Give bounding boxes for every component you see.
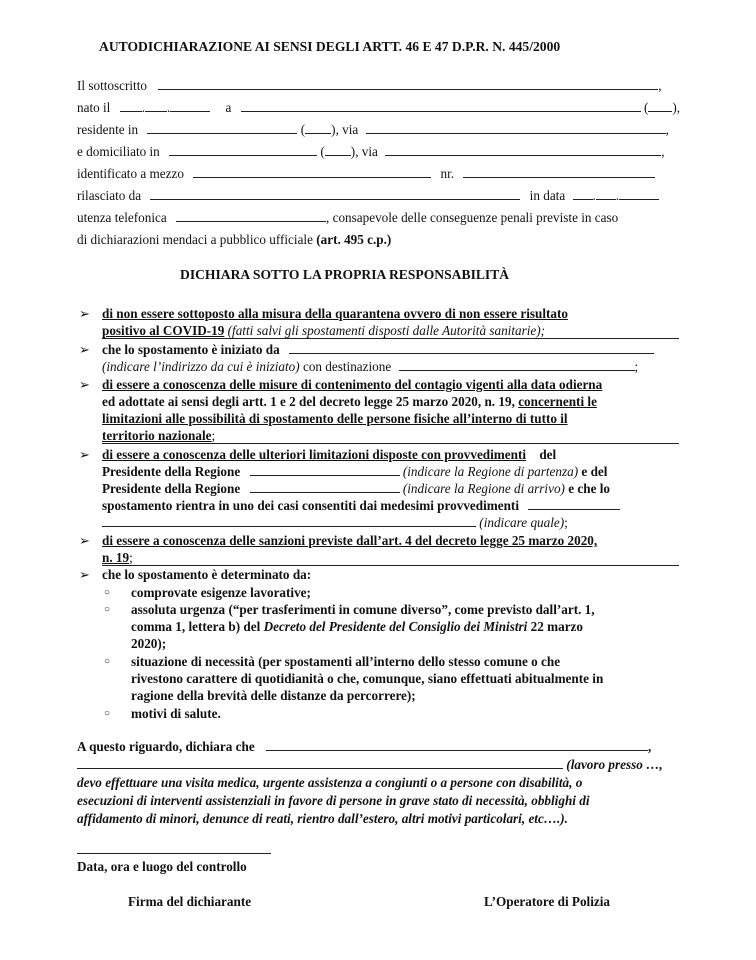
lavoro-row bbox=[77, 756, 663, 773]
rilasciato-row: rilasciato da in data . . bbox=[77, 187, 659, 204]
item5-line2: n. 19; bbox=[102, 550, 133, 565]
arrow-bullet-icon: ➢ bbox=[79, 567, 90, 582]
item3-line4: territorio nazionale; bbox=[102, 428, 216, 443]
item4-presidente1: Presidente della Regione bbox=[102, 464, 241, 479]
item4-edel: e del bbox=[578, 464, 608, 479]
circle-bullet-icon: ○ bbox=[104, 656, 111, 667]
sub2-line2 bbox=[131, 618, 583, 635]
item3-concernenti: concernenti le bbox=[518, 394, 597, 409]
provision-detail-field[interactable] bbox=[102, 514, 476, 527]
sub2-line1: assoluta urgenza (“per trasferimenti in comune diverso”, come previsto dall’art. 1, bbox=[131, 602, 595, 617]
domiciliato-label: e domiciliato in bbox=[77, 144, 160, 159]
identificato-row bbox=[77, 165, 655, 182]
item6-text: che lo spostamento è determinato da: bbox=[102, 567, 312, 582]
item4-presidente2: Presidente della Regione bbox=[102, 481, 241, 496]
reason-field[interactable] bbox=[266, 738, 648, 751]
closing-p1: devo effettuare una visita medica, urgente assistenza a congiunti o a persone con disabilità, o bbox=[77, 775, 583, 790]
birth-year-field[interactable] bbox=[170, 99, 210, 112]
data-luogo-label: Data, ora e luogo del controllo bbox=[77, 859, 247, 874]
origin-address-field[interactable] bbox=[289, 341, 654, 354]
sub2-decreto: Decreto del Presidente del Consiglio dei Ministri bbox=[263, 619, 528, 634]
in-data-label: in data bbox=[529, 188, 566, 203]
issuer-field[interactable] bbox=[150, 187, 520, 200]
item1-line1: di non essere sottoposto alla misura della quarantena ovvero di non essere risultato bbox=[102, 306, 568, 321]
item4-note3: (indicare quale) bbox=[479, 515, 565, 530]
lavoro-text: (lavoro presso …, bbox=[566, 757, 663, 772]
item4-note1: (indicare la Regione di partenza) bbox=[402, 464, 579, 479]
residence-province-field[interactable] bbox=[305, 121, 331, 134]
item4-echelo: e che lo bbox=[564, 481, 610, 496]
item4-note2: (indicare la Regione di arrivo) bbox=[402, 481, 565, 496]
item4-spostamento: spostamento rientra in uno dei casi consentiti dai medesimi provvedimenti bbox=[102, 498, 519, 513]
firma-label: Firma del dichiarante bbox=[128, 894, 252, 909]
item3-decreto: ed adottate ai sensi degli artt. 1 e 2 del decreto legge 25 marzo 2020, n. 19, bbox=[102, 394, 519, 409]
item5-line1: di essere a conoscenza delle sanzioni previste dall’art. 4 del decreto legge 25 marzo 2020, bbox=[102, 533, 598, 548]
residente-row: residente in ( ), via , bbox=[77, 122, 669, 137]
utenza-row bbox=[77, 209, 618, 226]
dichiarazioni-row bbox=[77, 231, 391, 248]
operatore-label: L’Operatore di Polizia bbox=[484, 894, 611, 909]
domicile-via-label: , via bbox=[355, 144, 378, 159]
item2-note: (indicare l’indirizzo da cui è iniziato) bbox=[102, 359, 300, 374]
reason-continued-field[interactable] bbox=[77, 756, 563, 769]
item4-line2 bbox=[102, 463, 607, 480]
phone-field[interactable] bbox=[176, 209, 326, 222]
arrival-region-field[interactable] bbox=[250, 480, 400, 493]
item4-line4 bbox=[102, 497, 620, 514]
item3-rule bbox=[102, 443, 679, 444]
sub3-line1: situazione di necessità (per spostamenti all’interno dello stesso comune o che bbox=[131, 654, 561, 669]
item2-line1 bbox=[102, 341, 654, 358]
item1-note: (fatti salvi gli spostamenti disposti dalle Autorità sanitarie); bbox=[224, 323, 546, 338]
item5-n19: n. 19 bbox=[102, 550, 130, 565]
item1-covid: positivo al COVID-19 bbox=[102, 323, 225, 338]
sub3-line3: ragione della brevità delle distanze da percorrere); bbox=[131, 688, 416, 703]
item3-territorio: territorio nazionale bbox=[102, 428, 212, 443]
sottoscritto-field[interactable] bbox=[158, 77, 658, 90]
item1-rule bbox=[102, 338, 679, 339]
residente-label: residente in bbox=[77, 122, 139, 137]
item3-line3: limitazioni alle possibilità di spostamento delle persone fisiche all’interno di tutto il bbox=[102, 411, 568, 426]
sub3-line2: rivestono carattere di quotidianità o che, comunque, siano effettuati abitualmente in bbox=[131, 671, 604, 686]
id-number-field[interactable] bbox=[463, 165, 655, 178]
circle-bullet-icon: ○ bbox=[104, 708, 111, 719]
item4-text: di essere a conoscenza delle ulteriori limitazioni disposte con provvedimenti bbox=[102, 447, 527, 462]
circle-bullet-icon: ○ bbox=[104, 604, 111, 615]
sottoscritto-row: Il sottoscritto , bbox=[77, 78, 662, 93]
item1-line2 bbox=[102, 322, 545, 339]
item4-del: del bbox=[539, 447, 557, 462]
domicile-street-field[interactable] bbox=[385, 143, 661, 156]
item3-line2 bbox=[102, 393, 597, 410]
residence-city-field[interactable] bbox=[147, 121, 297, 134]
sub1-text: comprovate esigenze lavorative; bbox=[131, 585, 311, 600]
destination-field[interactable] bbox=[399, 358, 635, 371]
questo-text: A questo riguardo, dichiara che bbox=[77, 739, 255, 754]
utenza-label: utenza telefonica bbox=[77, 210, 167, 225]
item4-line1 bbox=[102, 446, 556, 463]
consapevole-text: , consapevole delle conseguenze penali previste in caso bbox=[326, 210, 619, 225]
arrow-bullet-icon: ➢ bbox=[79, 342, 90, 357]
sub2-comma: comma 1, lettera b) del bbox=[131, 619, 264, 634]
arrow-bullet-icon: ➢ bbox=[79, 533, 90, 548]
item3-line1: di essere a conoscenza delle misure di contenimento del contagio vigenti alla data odierna bbox=[102, 377, 603, 392]
dichiarazioni-text: di dichiarazioni mendaci a pubblico ufficiale bbox=[77, 232, 317, 247]
item2-text: che lo spostamento è iniziato da bbox=[102, 342, 280, 357]
issue-month-field[interactable] bbox=[596, 187, 616, 200]
art495-text: (art. 495 c.p.) bbox=[316, 232, 392, 247]
nr-label: nr. bbox=[440, 166, 455, 181]
item4-line3 bbox=[102, 480, 610, 497]
item4-line5: (indicare quale); bbox=[102, 514, 568, 531]
closing-p3: affidamento di minori, denunce di reati, rientro dall’estero, altri motivi particolari, etc….). bbox=[77, 811, 568, 826]
nato-a-label: a bbox=[225, 100, 232, 115]
arrow-bullet-icon: ➢ bbox=[79, 447, 90, 462]
birth-month-field[interactable] bbox=[145, 99, 167, 112]
arrow-bullet-icon: ➢ bbox=[79, 377, 90, 392]
residence-street-field[interactable] bbox=[366, 121, 666, 134]
questo-row: A questo riguardo, dichiara che , bbox=[77, 739, 652, 754]
id-document-field[interactable] bbox=[193, 165, 431, 178]
date-place-field[interactable] bbox=[77, 853, 271, 854]
identificato-label: identificato a mezzo bbox=[77, 166, 184, 181]
birth-day-field[interactable] bbox=[120, 99, 142, 112]
domicile-city-field[interactable] bbox=[169, 143, 317, 156]
dichiara-heading: DICHIARA SOTTO LA PROPRIA RESPONSABILITÀ bbox=[180, 267, 510, 282]
provision-case-field[interactable] bbox=[528, 497, 620, 510]
domicile-province-field[interactable] bbox=[325, 143, 351, 156]
nato-row: nato il . . a ( ), bbox=[77, 100, 681, 115]
domiciliato-row: e domiciliato in ( ), via , bbox=[77, 144, 665, 159]
birth-province-field[interactable] bbox=[648, 99, 672, 112]
birth-place-field[interactable] bbox=[241, 99, 641, 112]
closing-p2: esecuzioni di interventi assistenziali in favore di persone in grave stato di necessità, obblighi di bbox=[77, 793, 590, 808]
circle-bullet-icon: ○ bbox=[104, 587, 111, 598]
sub2-data: 22 marzo bbox=[527, 619, 583, 634]
departure-region-field[interactable] bbox=[250, 463, 400, 476]
residence-via-label: , via bbox=[335, 122, 359, 137]
issue-day-field[interactable] bbox=[573, 187, 593, 200]
document-title: AUTODICHIARAZIONE AI SENSI DEGLI ARTT. 46 E 47 D.P.R. N. 445/2000 bbox=[99, 39, 561, 54]
arrow-bullet-icon: ➢ bbox=[79, 306, 90, 321]
sottoscritto-label: Il sottoscritto bbox=[77, 78, 147, 93]
item2-destinazione: con destinazione bbox=[299, 359, 392, 374]
nato-il-label: nato il bbox=[77, 100, 111, 115]
sub2-line3: 2020); bbox=[131, 636, 167, 651]
sub4-text: motivi di salute. bbox=[131, 706, 221, 721]
rilasciato-label: rilasciato da bbox=[77, 188, 142, 203]
issue-year-field[interactable] bbox=[619, 187, 659, 200]
item2-line2: (indicare l’indirizzo da cui è iniziato) con destinazione ; bbox=[102, 359, 639, 374]
